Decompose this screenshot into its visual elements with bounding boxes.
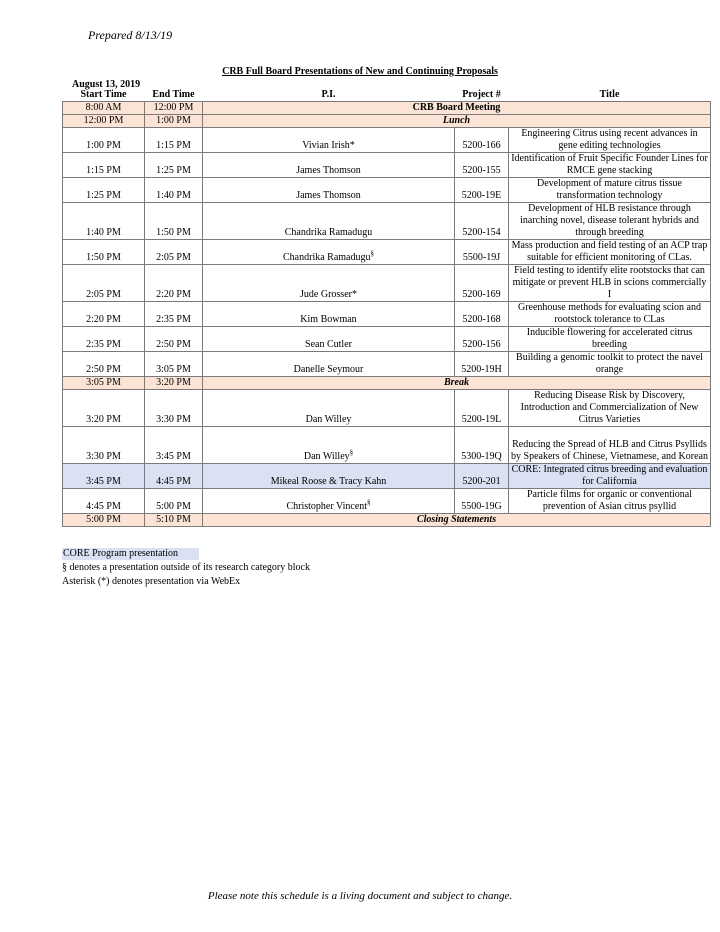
section-symbol-marker: § — [349, 448, 354, 457]
pi-name: Danelle Seymour — [293, 364, 364, 375]
project-number-cell: 5200-155 — [455, 153, 509, 178]
table-row — [63, 489, 711, 514]
banner-label-cell: Lunch — [203, 115, 711, 128]
pi-name: Kim Bowman — [300, 314, 357, 325]
banner-row — [63, 514, 711, 527]
table-row — [63, 128, 711, 153]
pi-cell — [203, 489, 455, 514]
end-time-cell: 3:20 PM — [145, 377, 203, 390]
header-end-time: End Time — [152, 89, 195, 100]
title-cell: Particle films for organic or conventional prevention of Asian citrus psyllid — [509, 489, 711, 514]
end-time-cell: 2:50 PM — [145, 327, 203, 352]
table-header-row — [63, 89, 711, 102]
table-row — [63, 327, 711, 352]
legend-section-symbol: § denotes a presentation outside of its research category block — [62, 562, 310, 573]
end-time-cell: 1:00 PM — [145, 115, 203, 128]
header-project-number: Project # — [462, 89, 501, 100]
meeting-date: August 13, 2019 — [72, 79, 141, 90]
project-number-cell: 5200-169 — [455, 265, 509, 302]
title-cell: Mass production and field testing of an ACP trap suitable for efficient monitoring of CLas. — [509, 240, 711, 265]
pi-name: Jude Grosser* — [300, 289, 357, 300]
pi-cell — [203, 265, 455, 302]
project-number-cell: 5500-19J — [455, 240, 509, 265]
table-row — [63, 203, 711, 240]
start-time-cell: 4:45 PM — [63, 489, 145, 514]
table-row — [63, 302, 711, 327]
title-cell: Development of HLB resistance through inarching novel, disease tolerant hybrids and through breeding — [509, 203, 711, 240]
pi-cell — [203, 302, 455, 327]
pi-name: Dan Willey — [303, 451, 350, 462]
end-time-cell: 2:35 PM — [145, 302, 203, 327]
project-number-cell: 5200-154 — [455, 203, 509, 240]
legend-asterisk: Asterisk (*) denotes presentation via WebEx — [62, 576, 241, 587]
start-time-cell: 3:20 PM — [63, 390, 145, 427]
pi-cell — [203, 153, 455, 178]
end-time-cell: 2:20 PM — [145, 265, 203, 302]
pi-name: Christopher Vincent — [286, 501, 368, 512]
title-cell: Engineering Citrus using recent advances in gene editing technologies — [509, 128, 711, 153]
banner-label-cell: CRB Board Meeting — [203, 102, 711, 115]
pi-name: James Thomson — [296, 190, 361, 201]
start-time-cell: 5:00 PM — [63, 514, 145, 527]
start-time-cell: 1:50 PM — [63, 240, 145, 265]
start-time-cell: 1:15 PM — [63, 153, 145, 178]
pi-name: James Thomson — [296, 165, 361, 176]
start-time-cell: 12:00 PM — [63, 115, 145, 128]
start-time-cell: 8:00 AM — [63, 102, 145, 115]
end-time-cell: 1:25 PM — [145, 153, 203, 178]
pi-cell — [203, 464, 455, 489]
end-time-cell: 12:00 PM — [145, 102, 203, 115]
project-number-cell: 5300-19Q — [455, 427, 509, 464]
prepared-date: Prepared 8/13/19 — [88, 28, 173, 42]
pi-name: Dan Willey — [305, 414, 352, 425]
core-row — [63, 464, 711, 489]
project-number-cell: 5200-168 — [455, 302, 509, 327]
section-symbol-marker: § — [370, 249, 374, 258]
schedule-body — [63, 102, 711, 527]
table-row — [63, 265, 711, 302]
start-time-cell: 2:05 PM — [63, 265, 145, 302]
pi-cell — [203, 178, 455, 203]
banner-row — [63, 102, 711, 115]
title-cell: Field testing to identify elite rootstocks that can mitigate or prevent HLB in scions commercially I — [509, 265, 711, 302]
project-number-cell: 5200-156 — [455, 327, 509, 352]
project-number-cell: 5200-19H — [455, 352, 509, 377]
start-time-cell: 2:20 PM — [63, 302, 145, 327]
title-cell: CORE: Integrated citrus breeding and evaluation for California — [509, 464, 711, 489]
pi-cell — [203, 203, 455, 240]
start-time-cell: 3:05 PM — [63, 377, 145, 390]
title-cell: Development of mature citrus tissue transformation technology — [509, 178, 711, 203]
pi-cell — [203, 390, 455, 427]
project-number-cell: 5200-166 — [455, 128, 509, 153]
end-time-cell: 5:10 PM — [145, 514, 203, 527]
pi-cell — [203, 352, 455, 377]
end-time-cell: 3:05 PM — [145, 352, 203, 377]
table-row — [63, 178, 711, 203]
end-time-cell: 1:40 PM — [145, 178, 203, 203]
title-cell: Inducible flowering for accelerated citrus breeding — [509, 327, 711, 352]
pi-cell — [203, 240, 455, 265]
pi-name: Chandrika Ramadugu — [284, 227, 373, 238]
table-row — [63, 352, 711, 377]
project-number-cell: 5200-19E — [455, 178, 509, 203]
banner-row — [63, 377, 711, 390]
start-time-cell: 1:00 PM — [63, 128, 145, 153]
pi-cell — [203, 128, 455, 153]
title-cell: Greenhouse methods for evaluating scion and rootstock tolerance to CLas — [509, 302, 711, 327]
end-time-cell: 1:15 PM — [145, 128, 203, 153]
end-time-cell: 5:00 PM — [145, 489, 203, 514]
pi-cell — [203, 427, 455, 464]
section-symbol-marker: § — [367, 498, 371, 507]
pi-name: Sean Cutler — [305, 339, 352, 350]
start-time-cell: 1:25 PM — [63, 178, 145, 203]
end-time-cell: 1:50 PM — [145, 203, 203, 240]
banner-label-cell: Break — [203, 377, 711, 390]
legend-core-program: CORE Program presentation — [62, 548, 199, 560]
pi-name: Vivian Irish* — [302, 140, 355, 151]
header-pi: P.I. — [321, 89, 336, 100]
start-time-cell: 2:50 PM — [63, 352, 145, 377]
title-cell: Reducing Disease Risk by Discovery, Introduction and Commercialization of New Citrus Varieties — [509, 390, 711, 427]
title-cell: Reducing the Spread of HLB and Citrus Psyllids by Speakers of Chinese, Vietnamese, and Korean — [509, 427, 711, 464]
title-cell: Identification of Fruit Specific Founder Lines for RMCE gene stacking — [509, 153, 711, 178]
pi-cell — [203, 327, 455, 352]
footer-note: Please note this schedule is a living document and subject to change. — [207, 890, 513, 902]
header-title: Title — [599, 89, 620, 100]
project-number-cell: 5500-19G — [455, 489, 509, 514]
table-row — [63, 153, 711, 178]
page-title: CRB Full Board Presentations of New and Continuing Proposals — [222, 66, 498, 77]
pi-name: Mikeal Roose & Tracy Kahn — [270, 476, 387, 487]
end-time-cell: 3:30 PM — [145, 390, 203, 427]
table-row — [63, 390, 711, 427]
start-time-cell: 2:35 PM — [63, 327, 145, 352]
table-row — [63, 240, 711, 265]
title-cell: Building a genomic toolkit to protect the navel orange — [509, 352, 711, 377]
start-time-cell: 1:40 PM — [63, 203, 145, 240]
pi-name: Chandrika Ramadugu — [283, 252, 371, 263]
banner-row — [63, 115, 711, 128]
header-start-time: Start Time — [80, 89, 127, 100]
project-number-cell: 5200-201 — [455, 464, 509, 489]
end-time-cell: 4:45 PM — [145, 464, 203, 489]
schedule-table — [62, 89, 711, 527]
start-time-cell: 3:30 PM — [63, 427, 145, 464]
banner-label-cell: Closing Statements — [203, 514, 711, 527]
end-time-cell: 3:45 PM — [145, 427, 203, 464]
project-number-cell: 5200-19L — [455, 390, 509, 427]
end-time-cell: 2:05 PM — [145, 240, 203, 265]
table-row — [63, 427, 711, 464]
start-time-cell: 3:45 PM — [63, 464, 145, 489]
